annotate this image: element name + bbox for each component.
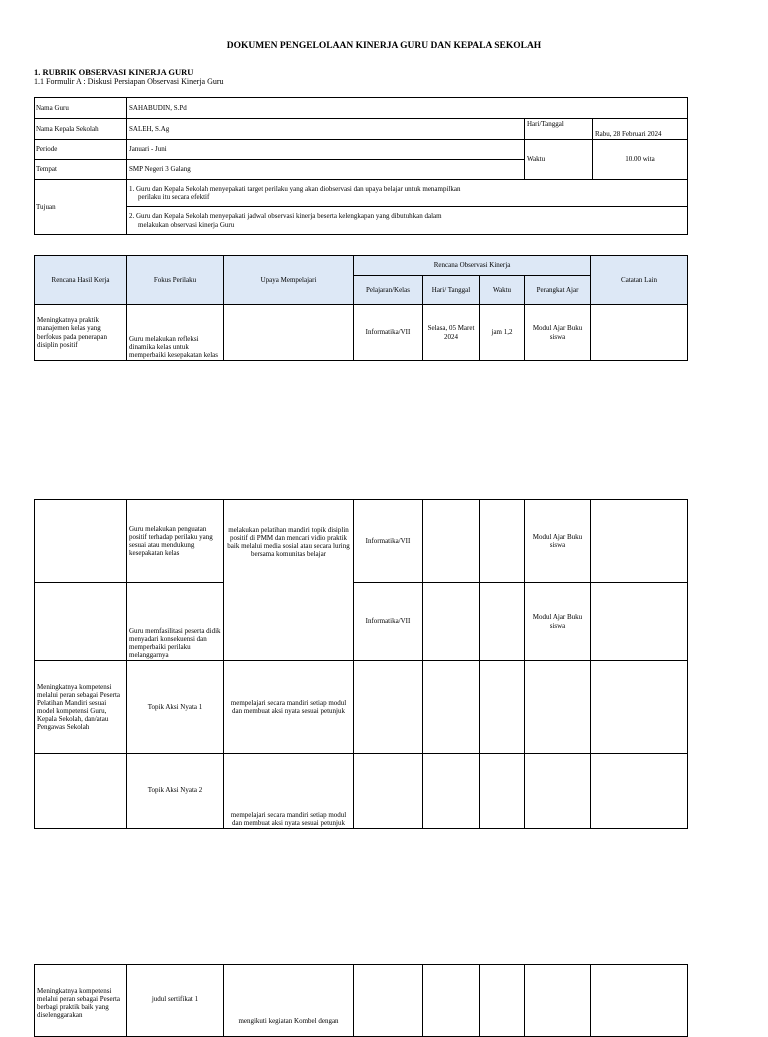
time-label: Waktu [525,140,593,180]
row2-result [35,500,127,583]
row4-tools [525,661,591,754]
row2-time [480,500,525,583]
header-lesson: Pelajaran/Kelas [354,276,423,305]
teacher-value: SAHABUDIN, S.Pd [127,98,688,119]
row5-effort: mempelajari secara mandiri setiap modul dan membuat aksi nyata sesuai petunjuk [224,754,354,829]
row6-notes [591,965,688,1037]
place-value: SMP Negeri 3 Galang [127,160,525,180]
row1-lesson: Informatika/VII [354,305,423,361]
date-value: Rabu, 28 Februari 2024 [593,119,688,140]
row2-day [423,500,480,583]
row3-tools: Modul Ajar Buku siswa [525,583,591,661]
row1-result: Meningkatnya praktik manajemen kelas yang berfokus pada penerapan disiplin positif [35,305,127,361]
period-label: Periode [35,140,127,160]
plan-table-3 [34,964,688,1037]
principal-row [35,119,688,140]
period-row [35,140,688,160]
row1-time: jam 1,2 [480,305,525,361]
row3-lesson: Informatika/VII [354,583,423,661]
row1-focus: Guru melakukan refleksi dinamika kelas untuk memperbaiki kesepakatan kelas [127,305,224,361]
row1-notes [591,305,688,361]
row4-focus: Topik Aksi Nyata 1 [127,661,224,754]
purpose-1-line-b: perilaku itu secara efektif [138,193,210,201]
row3-notes [591,583,688,661]
row4-effort: mempelajari secara mandiri setiap modul dan membuat aksi nyata sesuai petunjuk [224,661,354,754]
document-title: DOKUMEN PENGELOLAAN KINERJA GURU DAN KEPALA SEKOLAH [226,41,542,51]
purpose-label: Tujuan [35,180,127,235]
plan-table-2 [34,499,688,829]
place-label: Tempat [35,160,127,180]
teacher-row [35,98,688,119]
plan-row-3 [35,583,688,661]
header-row-1 [35,256,688,276]
plan-table-1 [34,255,688,361]
plan-row-2 [35,500,688,583]
row1-tools: Modul Ajar Buku siswa [525,305,591,361]
row4-day [423,661,480,754]
row5-lesson [354,754,423,829]
principal-label: Nama Kepala Sekolah [35,119,127,140]
row4-result: Meningkatnya kompetensi melalui peran sebagai Peserta Pelatihan Mandiri sesuai model kompetensi Guru, Kepala Sekolah, dan/atau Pengawas Sekolah [35,661,127,754]
row6-result: Meningkatnya kompetensi melalui peran sebagai Peserta berbagi praktik baik yang diselenggarakan [35,965,127,1037]
info-table [34,97,688,235]
row6-day [423,965,480,1037]
header-tools: Perangkat Ajar [525,276,591,305]
purpose-2 [127,207,688,235]
row4-notes [591,661,688,754]
row6-lesson [354,965,423,1037]
header-time: Waktu [480,276,525,305]
header-notes: Catatan Lain [591,256,688,305]
row5-notes [591,754,688,829]
date-label: Hari/Tanggal [525,119,593,140]
time-value: 10.00 wita [593,140,688,180]
row5-focus: Topik Aksi Nyata 2 [127,754,224,829]
row3-result [35,583,127,661]
header-focus: Fokus Perilaku [127,256,224,305]
row5-day [423,754,480,829]
purpose-1 [127,180,688,207]
row1-day: Selasa, 05 Maret 2024 [423,305,480,361]
plan-row-6 [35,965,688,1037]
plan-row-4 [35,661,688,754]
row5-result [35,754,127,829]
principal-value: SALEH, S.Ag [127,119,525,140]
row2-effort: melakukan pelatihan mandiri topik disiplin positif di PMM dan mencari vidio praktik baik melalui media sosial atau secara luring bersama komunitas belajar [224,500,354,661]
row3-day [423,583,480,661]
row5-tools [525,754,591,829]
row3-focus: Guru memfasilitasi peserta didik menyadari konsekuensi dan memperbaiki perilaku melanggarnya [127,583,224,661]
period-value: Januari - Juni [127,140,525,160]
row3-time [480,583,525,661]
row5-time [480,754,525,829]
header-result: Rencana Hasil Kerja [35,256,127,305]
row4-time [480,661,525,754]
plan-row-5 [35,754,688,829]
header-effort: Upaya Mempelajari [224,256,354,305]
row6-focus: judul sertifikat 1 [127,965,224,1037]
section-heading: 1. RUBRIK OBSERVASI KINERJA GURU [34,67,194,77]
row6-tools [525,965,591,1037]
row2-focus: Guru melakukan penguatan positif terhadap perilaku yang sesuai atau mendukung kesepakatan kelas [127,500,224,583]
subsection-heading: 1.1 Formulir A : Diskusi Persiapan Observasi Kinerja Guru [34,77,224,86]
teacher-label: Nama Guru [35,98,127,119]
row6-effort: mengikuti kegiatan Kombel dengan [224,965,354,1037]
row1-effort [224,305,354,361]
row4-lesson [354,661,423,754]
purpose-1-line-a: 1. Guru dan Kepala Sekolah menyepakati target perilaku yang akan diobservasi dan upaya belajar untuk menampilkan [129,184,461,193]
purpose-row-2 [35,207,688,235]
purpose-2-line-a: 2. Guru dan Kepala Sekolah menyepakati jadwal observasi kinerja beserta kelengkapan yang dibutuhkan dalam [129,212,442,221]
plan-row-1 [35,305,688,361]
purpose-2-line-b: melakukan observasi kinerja Guru [138,220,235,229]
purpose-row-1 [35,180,688,207]
row2-tools: Modul Ajar Buku siswa [525,500,591,583]
row2-lesson: Informatika/VII [354,500,423,583]
row6-time [480,965,525,1037]
header-observation: Rencana Observasi Kinerja [354,256,591,276]
header-day: Hari/ Tanggal [423,276,480,305]
row2-notes [591,500,688,583]
